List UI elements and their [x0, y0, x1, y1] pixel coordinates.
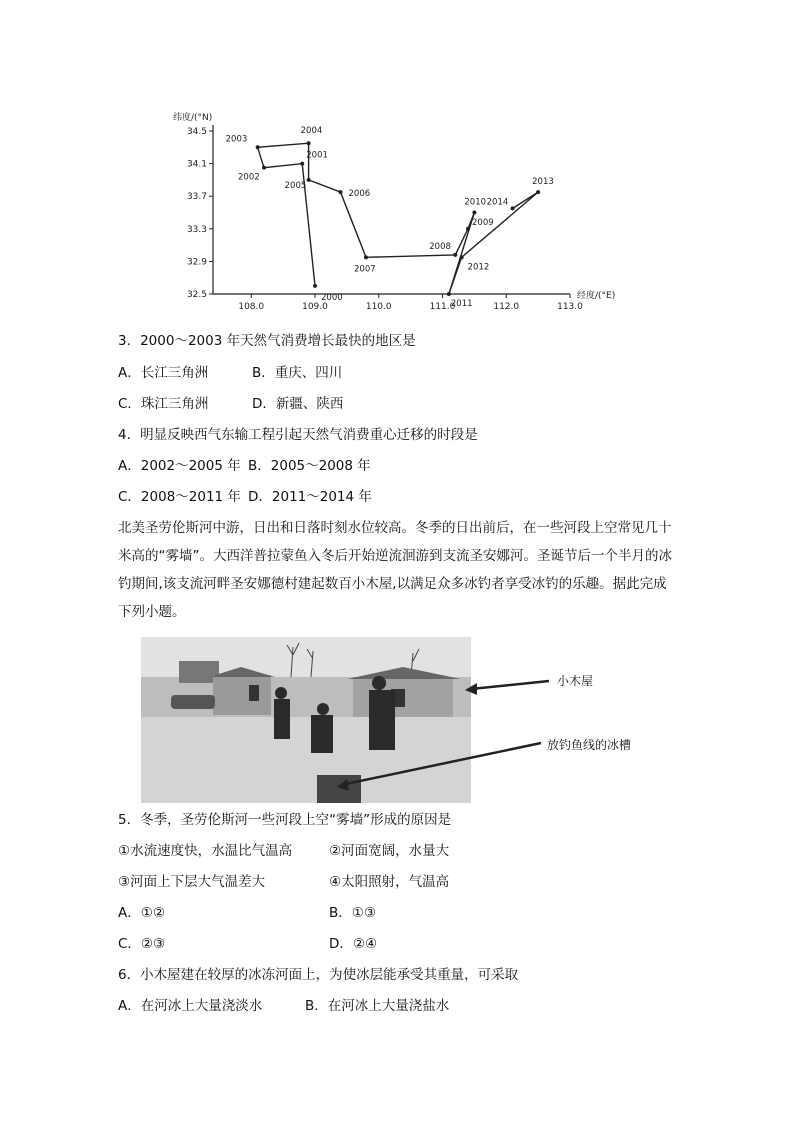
- q4-option-b: B．2005～2008 年: [248, 458, 371, 474]
- q5-item-2: ②河面宽阔，水量大: [329, 843, 450, 859]
- q3-option-b: B．重庆、四川: [252, 365, 343, 381]
- point-2010: [472, 211, 476, 215]
- x-tick-label: 110.0: [365, 302, 392, 312]
- x-tick-label: 111.0: [429, 302, 456, 312]
- x-tick-label: 108.0: [238, 302, 265, 312]
- q6-option-b: B．在河冰上大量浇盐水: [305, 998, 450, 1014]
- point-2002: [262, 166, 266, 170]
- label-2014: 2014: [486, 197, 509, 208]
- hut-left: [213, 675, 271, 715]
- q3-option-a: A．长江三角洲: [118, 365, 209, 381]
- q4-option-a: A．2002～2005 年: [118, 458, 241, 474]
- label-trough: 放钓鱼线的冰槽: [547, 738, 632, 752]
- question-3-stem: 3．2000～2003 年天然气消费增长最快的地区是: [118, 333, 416, 349]
- label-2002: 2002: [238, 172, 260, 183]
- label-2008: 2008: [429, 241, 451, 252]
- point-2011: [447, 292, 451, 296]
- label-2005: 2005: [284, 180, 307, 191]
- label-2004: 2004: [300, 126, 323, 137]
- q4-option-d: D．2011～2014 年: [248, 489, 372, 505]
- q5-option-a: A．①②: [118, 905, 165, 921]
- point-2006: [339, 190, 343, 194]
- y-tick-label: 33.3: [186, 224, 207, 235]
- x-tick-label: 112.0: [493, 302, 520, 312]
- question-4-stem: 4．明显反映西气东输工程引起天然气消费重心迁移的时段是: [118, 427, 478, 443]
- label-2003: 2003: [225, 134, 248, 145]
- y-tick-label: 32.5: [186, 290, 207, 300]
- point-2012: [460, 255, 464, 259]
- point-2001: [300, 162, 304, 166]
- q5-item-4: ④太阳照射，气温高: [329, 874, 450, 890]
- point-2007: [364, 255, 368, 259]
- q5-item-1: ①水流速度快，水温比气温高: [118, 843, 293, 859]
- y-tick-label: 34.1: [186, 159, 207, 170]
- label-2000: 2000: [321, 292, 343, 303]
- point-2003: [256, 145, 260, 149]
- x-tick-label: 113.0: [557, 302, 583, 312]
- y-tick-label: 34.5: [186, 127, 207, 137]
- q5-option-d: D．②④: [329, 936, 378, 952]
- x-tick-label: 109.0: [302, 302, 328, 312]
- q5-item-3: ③河面上下层大气温差大: [118, 874, 266, 890]
- latitude-longitude-chart: [165, 104, 625, 314]
- label-2007: 2007: [354, 264, 376, 275]
- reading-passage: 北美圣劳伦斯河中游，日出和日落时刻水位较高。冬季的日出前后，在一些河段上空常见几十米高的“雾墙”。大西洋普拉蒙鱼入冬后开始逆流洄游到支流圣安娜河。圣诞节后一个半月的冰钓期间,该支流河畔圣安娜德村建起数百小木屋,以满足众多冰钓者享受冰钓的乐趣。据此完成下列小题。: [118, 520, 672, 620]
- label-2009: 2009: [472, 217, 494, 228]
- point-2014: [511, 206, 515, 210]
- point-2008: [453, 253, 457, 257]
- series-line: [258, 143, 538, 294]
- arrow-hut: [471, 681, 549, 689]
- y-tick-label: 32.9: [186, 257, 207, 268]
- question-5-stem: 5．冬季，圣劳伦斯河一些河段上空“雾墙”形成的原因是: [118, 812, 452, 828]
- point-2009: [466, 227, 470, 231]
- point-2004: [307, 141, 311, 145]
- q3-option-c: C．珠江三角洲: [118, 396, 209, 412]
- label-2001: 2001: [306, 150, 328, 161]
- question-6-stem: 6．小木屋建在较厚的冰冻河面上，为使冰层能承受其重量，可采取: [118, 967, 519, 983]
- q3-option-d: D．新疆、陕西: [252, 396, 344, 412]
- q4-option-c: C．2008～2011 年: [118, 489, 241, 505]
- y-tick-label: 33.7: [186, 192, 207, 203]
- label-2012: 2012: [467, 262, 490, 273]
- label-hut: 小木屋: [557, 674, 594, 688]
- point-2000: [313, 284, 317, 288]
- label-2011: 2011: [450, 299, 473, 309]
- label-2013: 2013: [532, 177, 554, 188]
- label-2006: 2006: [348, 189, 371, 200]
- q5-option-b: B．①③: [329, 905, 376, 921]
- point-2013: [536, 190, 540, 194]
- y-axis-title: 纬度/(°N): [173, 113, 213, 123]
- q5-option-c: C．②③: [118, 936, 166, 952]
- point-2005: [307, 178, 311, 182]
- q6-option-a: A．在河冰上大量浇淡水: [118, 998, 263, 1014]
- label-2010: 2010: [464, 197, 487, 208]
- x-axis-title: 经度/(°E): [577, 291, 616, 301]
- ice-fishing-photo: [141, 637, 660, 803]
